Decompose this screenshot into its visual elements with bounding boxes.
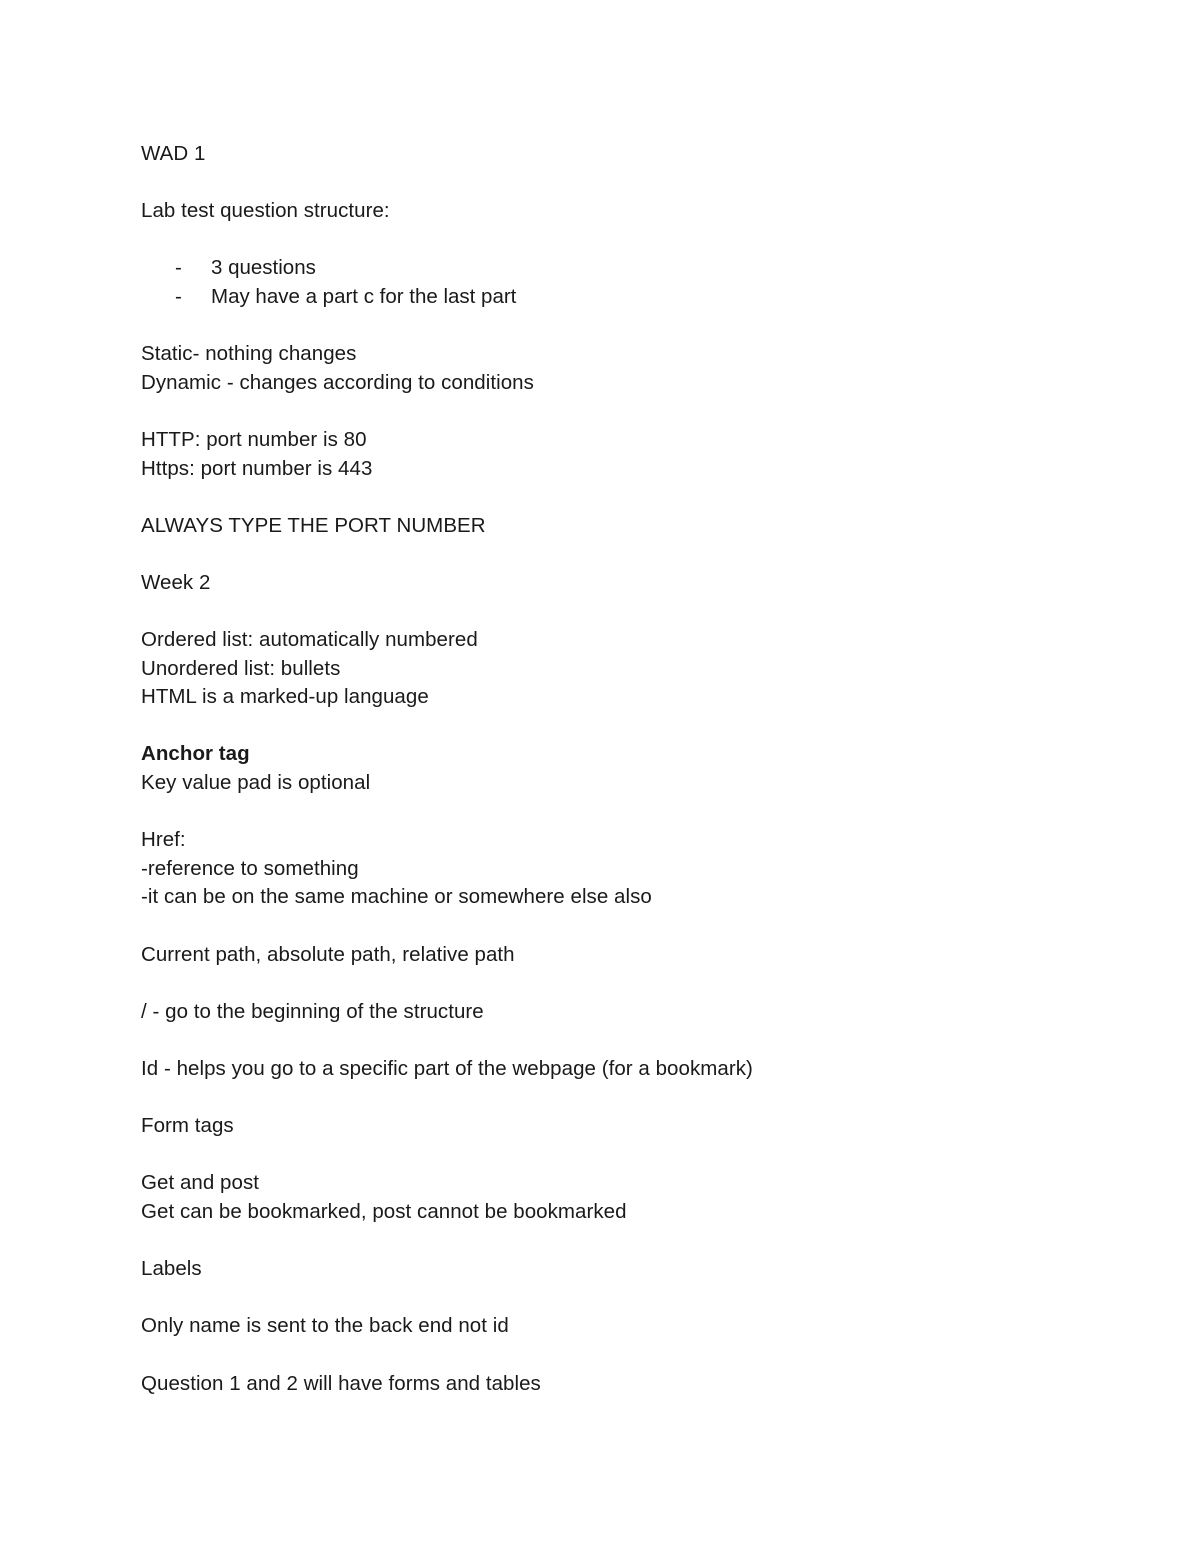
https-line: Https: port number is 443 bbox=[141, 456, 373, 480]
spacer bbox=[141, 312, 1101, 341]
labels-line: Labels bbox=[141, 1257, 202, 1281]
lab-heading: Lab test question structure: bbox=[141, 199, 390, 223]
get-post-line: Get and post bbox=[141, 1171, 259, 1195]
form-tags-line: Form tags bbox=[141, 1114, 234, 1138]
spacer bbox=[141, 1026, 1101, 1055]
spacer bbox=[141, 169, 1101, 198]
href-label: Href: bbox=[141, 828, 186, 852]
key-value-line: Key value pad is optional bbox=[141, 771, 371, 795]
dash-bullet: - bbox=[175, 256, 182, 280]
spacer bbox=[141, 712, 1101, 741]
dash-bullet: - bbox=[175, 284, 182, 308]
href-item: -reference to something bbox=[141, 856, 359, 880]
spacer bbox=[141, 1284, 1101, 1313]
spacer bbox=[141, 912, 1101, 941]
week-heading: Week 2 bbox=[141, 570, 211, 594]
href-item: -it can be on the same machine or somewhere else also bbox=[141, 885, 652, 909]
paths-line: Current path, absolute path, relative path bbox=[141, 942, 515, 966]
spacer bbox=[141, 1141, 1101, 1170]
list-item bbox=[141, 283, 1101, 312]
ordered-line: Ordered list: automatically numbered bbox=[141, 628, 478, 652]
question-line: Question 1 and 2 will have forms and tables bbox=[141, 1371, 541, 1395]
html-line: HTML is a marked-up language bbox=[141, 685, 429, 709]
slash-line: / - go to the beginning of the structure bbox=[141, 999, 484, 1023]
list-item bbox=[141, 254, 1101, 283]
spacer bbox=[141, 969, 1101, 998]
name-line: Only name is sent to the back end not id bbox=[141, 1314, 509, 1338]
spacer bbox=[141, 540, 1101, 569]
spacer bbox=[141, 1084, 1101, 1113]
spacer bbox=[141, 1227, 1101, 1256]
spacer bbox=[141, 397, 1101, 426]
dynamic-line: Dynamic - changes according to conditions bbox=[141, 370, 534, 394]
spacer bbox=[141, 598, 1101, 627]
always-line: ALWAYS TYPE THE PORT NUMBER bbox=[141, 513, 486, 537]
list-item-text: May have a part c for the last part bbox=[211, 284, 517, 308]
http-line: HTTP: port number is 80 bbox=[141, 427, 367, 451]
id-line: Id - helps you go to a specific part of the webpage (for a bookmark) bbox=[141, 1057, 753, 1080]
doc-title: WAD 1 bbox=[141, 142, 206, 165]
document-page bbox=[141, 140, 1101, 1398]
spacer bbox=[141, 1341, 1101, 1370]
spacer bbox=[141, 798, 1101, 827]
bookmark-line: Get can be bookmarked, post cannot be bookmarked bbox=[141, 1199, 627, 1223]
anchor-heading: Anchor tag bbox=[141, 742, 250, 766]
list-item-text: 3 questions bbox=[211, 256, 316, 280]
spacer bbox=[141, 483, 1101, 512]
unordered-line: Unordered list: bullets bbox=[141, 656, 341, 680]
spacer bbox=[141, 226, 1101, 255]
static-line: Static- nothing changes bbox=[141, 342, 357, 366]
